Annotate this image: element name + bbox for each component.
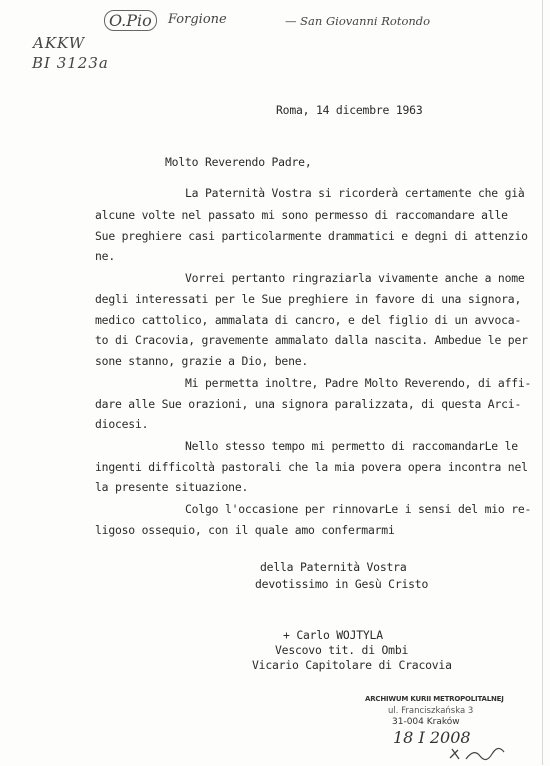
archive-stamp-line-1: ARCHIWUM KURII METROPOLITALNEJ bbox=[365, 695, 504, 703]
signature-office: Vicario Capitolare di Cracovia bbox=[252, 658, 452, 672]
body-line: degli interessati per le Sue preghiere in favore di una signora, bbox=[95, 292, 522, 306]
body-line: to di Cracovia, gravemente ammalato dalla nascita. Ambedue le per bbox=[95, 333, 528, 347]
body-line: Colgo l'occasione per rinnovarLe i sensi del mio re- bbox=[185, 502, 532, 516]
body-line: dare alle Sue orazioni, una signora paralizzata, di questa Arci- bbox=[95, 397, 522, 411]
handwritten-surname: Forgione bbox=[168, 12, 227, 27]
body-line: Nello stesso tempo mi permetto di raccomandarLe le bbox=[185, 439, 518, 453]
page-edge bbox=[542, 0, 543, 765]
salutation: Molto Reverendo Padre, bbox=[165, 155, 312, 169]
body-line: Vorrei pertanto ringraziarla vivamente anche a nome bbox=[185, 271, 525, 285]
closing-line-1: della Paternità Vostra bbox=[260, 560, 407, 574]
body-line: diocesi. bbox=[95, 417, 149, 431]
initials-scribble bbox=[448, 744, 508, 766]
body-line: ingenti difficoltà pastorali che la mia povera opera incontra nel bbox=[95, 460, 528, 474]
closing-line-2: devotissimo in Gesù Cristo bbox=[255, 577, 429, 591]
body-line: ligoso ossequio, con il quale amo confermarmi bbox=[95, 523, 395, 537]
archive-handwritten-date: 18 I 2008 bbox=[393, 728, 471, 747]
body-line: ne. bbox=[95, 249, 115, 263]
body-line: la presente situazione. bbox=[95, 480, 249, 494]
archive-code-2: BI 3123a bbox=[32, 54, 109, 72]
body-line: alcune volte nel passato mi sono permesso di raccomandare alle bbox=[95, 208, 508, 222]
body-line: sone stanno, grazie a Dio, bene. bbox=[95, 354, 309, 368]
signature-title: Vescovo tit. di Ombi bbox=[275, 643, 409, 657]
handwritten-place: — San Giovanni Rotondo bbox=[285, 14, 431, 28]
archive-stamp-line-2: ul. Franciszkańska 3 bbox=[388, 706, 474, 716]
body-line: Sue preghiere casi particolarmente drammatici e degni di attenzio bbox=[95, 229, 528, 243]
archive-stamp-line-3: 31-004 Kraków bbox=[392, 717, 460, 727]
body-line: La Paternità Vostra si ricorderà certamente che già bbox=[185, 186, 525, 200]
body-line: medico cattolico, ammalata di cancro, e del figlio di un avvoca- bbox=[95, 313, 522, 327]
signature-name: + Carlo WOJTYLA bbox=[283, 628, 383, 642]
handwritten-name: O.Pio bbox=[104, 10, 157, 31]
body-line: Mi permetta inoltre, Padre Molto Reverendo, di affi- bbox=[185, 376, 532, 390]
place-date: Roma, 14 dicembre 1963 bbox=[276, 103, 423, 117]
archive-code-1: AKKW bbox=[33, 34, 86, 52]
